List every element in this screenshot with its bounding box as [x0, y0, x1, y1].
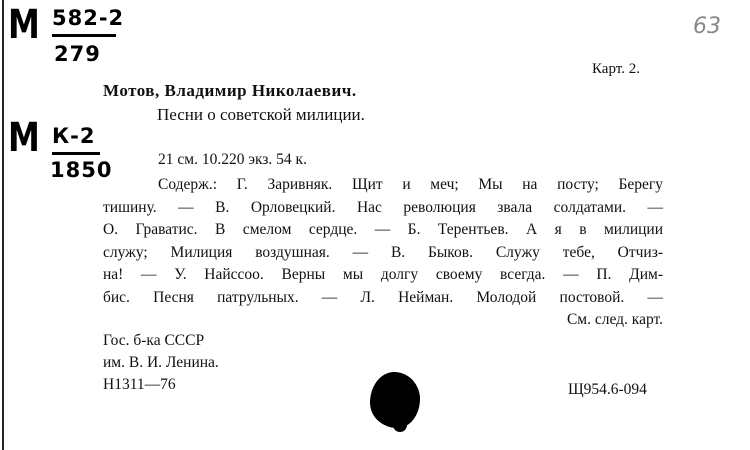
card-number: Карт. 2.: [592, 61, 640, 77]
pencil-note: 63: [693, 14, 721, 39]
contents-note: [103, 174, 663, 332]
holder-line: Гос. б-ка СССР: [103, 332, 205, 349]
imprint-line: 21 см. 10.220 экз. 54 к.: [158, 151, 307, 168]
handwritten-letter-mid: М: [8, 115, 40, 161]
handwritten-underline: [52, 34, 116, 37]
contents-line: служу; Милиция воздушная. — В. Быков. Служу тебе, Отчиз-: [103, 243, 663, 261]
holding-library: [103, 330, 219, 396]
handwritten-letter-top: М: [8, 2, 40, 48]
order-number: Н1311—76: [103, 376, 176, 393]
handwritten-underline: [52, 152, 100, 155]
continued-note: См. след. карт.: [566, 311, 663, 328]
author-heading: Мотов, Владимир Николаевич.: [103, 81, 357, 100]
punch-hole-blot-drip: [393, 418, 407, 432]
handwritten-shelf-sub-mid: 1850: [50, 158, 113, 182]
card-left-edge: [2, 0, 4, 450]
handwritten-shelf-sub-top: 279: [54, 42, 101, 66]
handwritten-shelf-number-mid: К-2: [52, 124, 96, 148]
handwritten-shelf-number-top: 582-2: [52, 6, 125, 30]
contents-line: тишину. — В. Орловецкий. Нас революция звала солдатами. —: [103, 198, 663, 216]
contents-line: О. Граватис. В смелом сердце. — Б. Терентьев. А я в милиции: [103, 221, 663, 238]
contents-line: бис. Песня патрульных. — Л. Нейман. Молодой постовой. —: [103, 288, 663, 306]
contents-line: на! — У. Найссоо. Верны мы долгу своему всегда. — П. Дим-: [103, 266, 663, 283]
book-title: Песни о советской милиции.: [157, 105, 365, 124]
classification-code: Щ954.6-094: [568, 381, 647, 398]
contents-line: Содерж.: Г. Заривняк. Щит и меч; Мы на посту; Берегу: [158, 176, 663, 193]
holder-line: им. В. И. Ленина.: [103, 354, 219, 371]
